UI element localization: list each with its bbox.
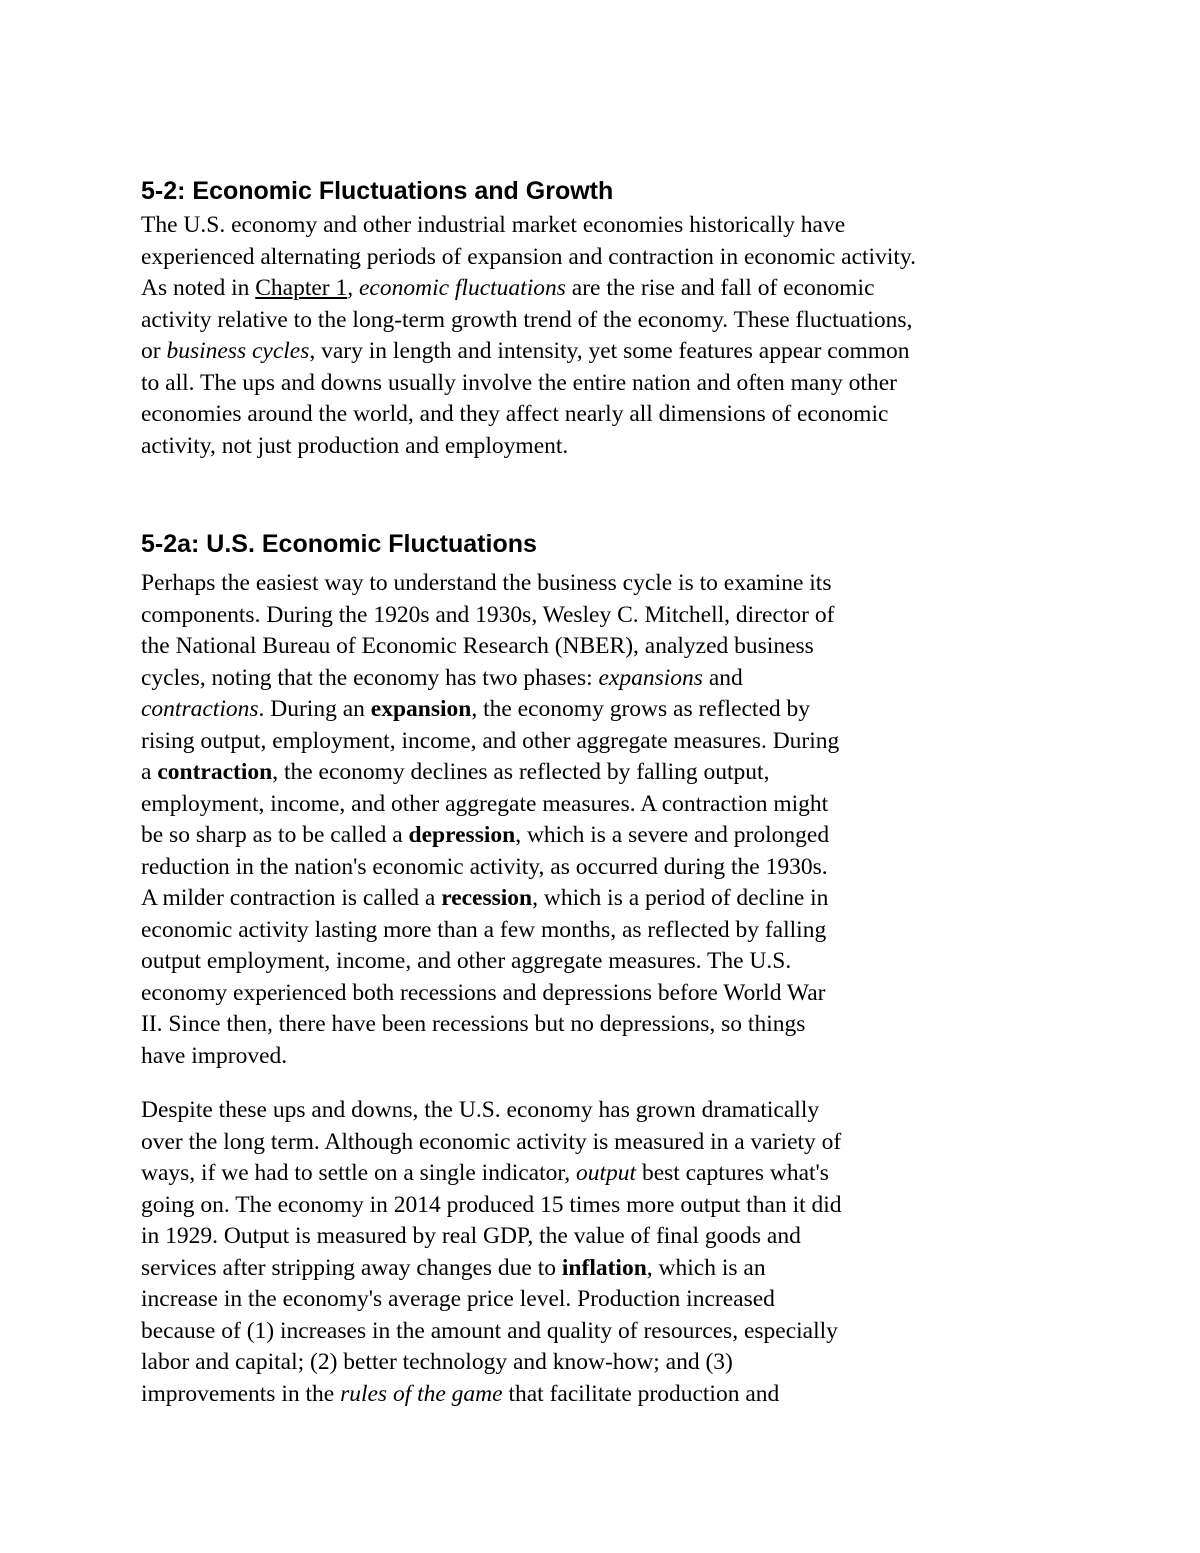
term-contractions: contractions [141,696,259,722]
text-line: II. Since then, there have been recessions but no depressions, so things [141,1011,806,1037]
text-line: improvements in the rules of the game that facilitate production and [141,1380,780,1407]
term-expansion: expansion [370,696,472,722]
text-line: experienced alternating periods of expansion and contraction in economic activity. [141,243,916,270]
term-depression: depression [408,822,516,848]
growth-paragraph [141,1095,1061,1410]
text-line: be so sharp as to be called a depression, which is a severe and prolonged [141,822,830,848]
text-line: rising output, employment, income, and other aggregate measures. During [141,727,840,754]
text-line: over the long term. Although economic activity is measured in a variety of [141,1128,842,1155]
term-business-cycles: business cycles [166,338,310,364]
section-heading-us-economic-fluctuations: 5-2a: U.S. Economic Fluctuations [141,530,537,558]
section-2-body-continued [141,1095,1061,1410]
section-2-body [141,568,1061,1072]
text-line: reduction in the nation's economic activity, as occurred during the 1930s. [141,853,828,880]
text-line: cycles, noting that the economy has two phases: expansions and [141,664,743,691]
text-line: activity, not just production and employment. [141,432,569,459]
term-recession: recession [441,885,533,911]
term-economic-fluctuations: economic fluctuations [359,275,566,301]
term-rules-of-the-game: rules of the game [340,1380,503,1407]
text-line: economy experienced both recessions and depressions before World War [141,979,826,1006]
text-line: the National Bureau of Economic Research (NBER), analyzed business [141,633,814,659]
text-line: to all. The ups and downs usually involve the entire nation and often many other [141,369,897,396]
text-line: A milder contraction is called a recession, which is a period of decline in [141,885,829,911]
text-line: ways, if we had to settle on a single indicator, output best captures what's [141,1160,829,1186]
text-line: a contraction, the economy declines as reflected by falling output, [141,759,770,785]
text-line: or business cycles, vary in length and intensity, yet some features appear common [141,338,910,364]
term-expansions: expansions [598,664,703,691]
section-heading-economic-fluctuations-and-growth: 5-2: Economic Fluctuations and Growth [141,177,614,205]
text-line: employment, income, and other aggregate measures. A contraction might [141,790,829,817]
term-inflation: inflation [561,1254,647,1281]
term-output: output [576,1160,637,1186]
text-line: increase in the economy's average price level. Production increased [141,1286,775,1312]
text-line: going on. The economy in 2014 produced 15 times more output than it did [141,1191,842,1218]
text-line: economies around the world, and they affect nearly all dimensions of economic [141,401,889,427]
section-1-body [141,210,1061,462]
text-line: output employment, income, and other aggregate measures. The U.S. [141,948,792,974]
chapter-1-link[interactable]: Chapter 1 [255,275,348,301]
text-line: labor and capital; (2) better technology and know-how; and (3) [141,1349,733,1375]
text-line: The U.S. economy and other industrial market economies historically have [141,212,846,238]
text-line: economic activity lasting more than a few months, as reflected by falling [141,916,827,943]
text-line: contractions. During an expansion, the economy grows as reflected by [141,696,811,722]
text-line: components. During the 1920s and 1930s, Wesley C. Mitchell, director of [141,601,835,628]
text-line: because of (1) increases in the amount and quality of resources, especially [141,1317,838,1344]
text-line: activity relative to the long-term growth trend of the economy. These fluctuations, [141,306,913,333]
text-line: Despite these ups and downs, the U.S. economy has grown dramatically [141,1097,820,1123]
intro-paragraph [141,210,1061,462]
text-line: services after stripping away changes due to inflation, which is an [141,1254,766,1281]
text-line: Perhaps the easiest way to understand the business cycle is to examine its [141,570,832,596]
text-line: As noted in Chapter 1, economic fluctuations are the rise and fall of economic [141,275,875,301]
text-line: have improved. [141,1042,288,1069]
business-cycle-paragraph [141,568,1061,1072]
text-line: in 1929. Output is measured by real GDP, the value of final goods and [141,1223,801,1249]
term-contraction: contraction [157,759,273,785]
